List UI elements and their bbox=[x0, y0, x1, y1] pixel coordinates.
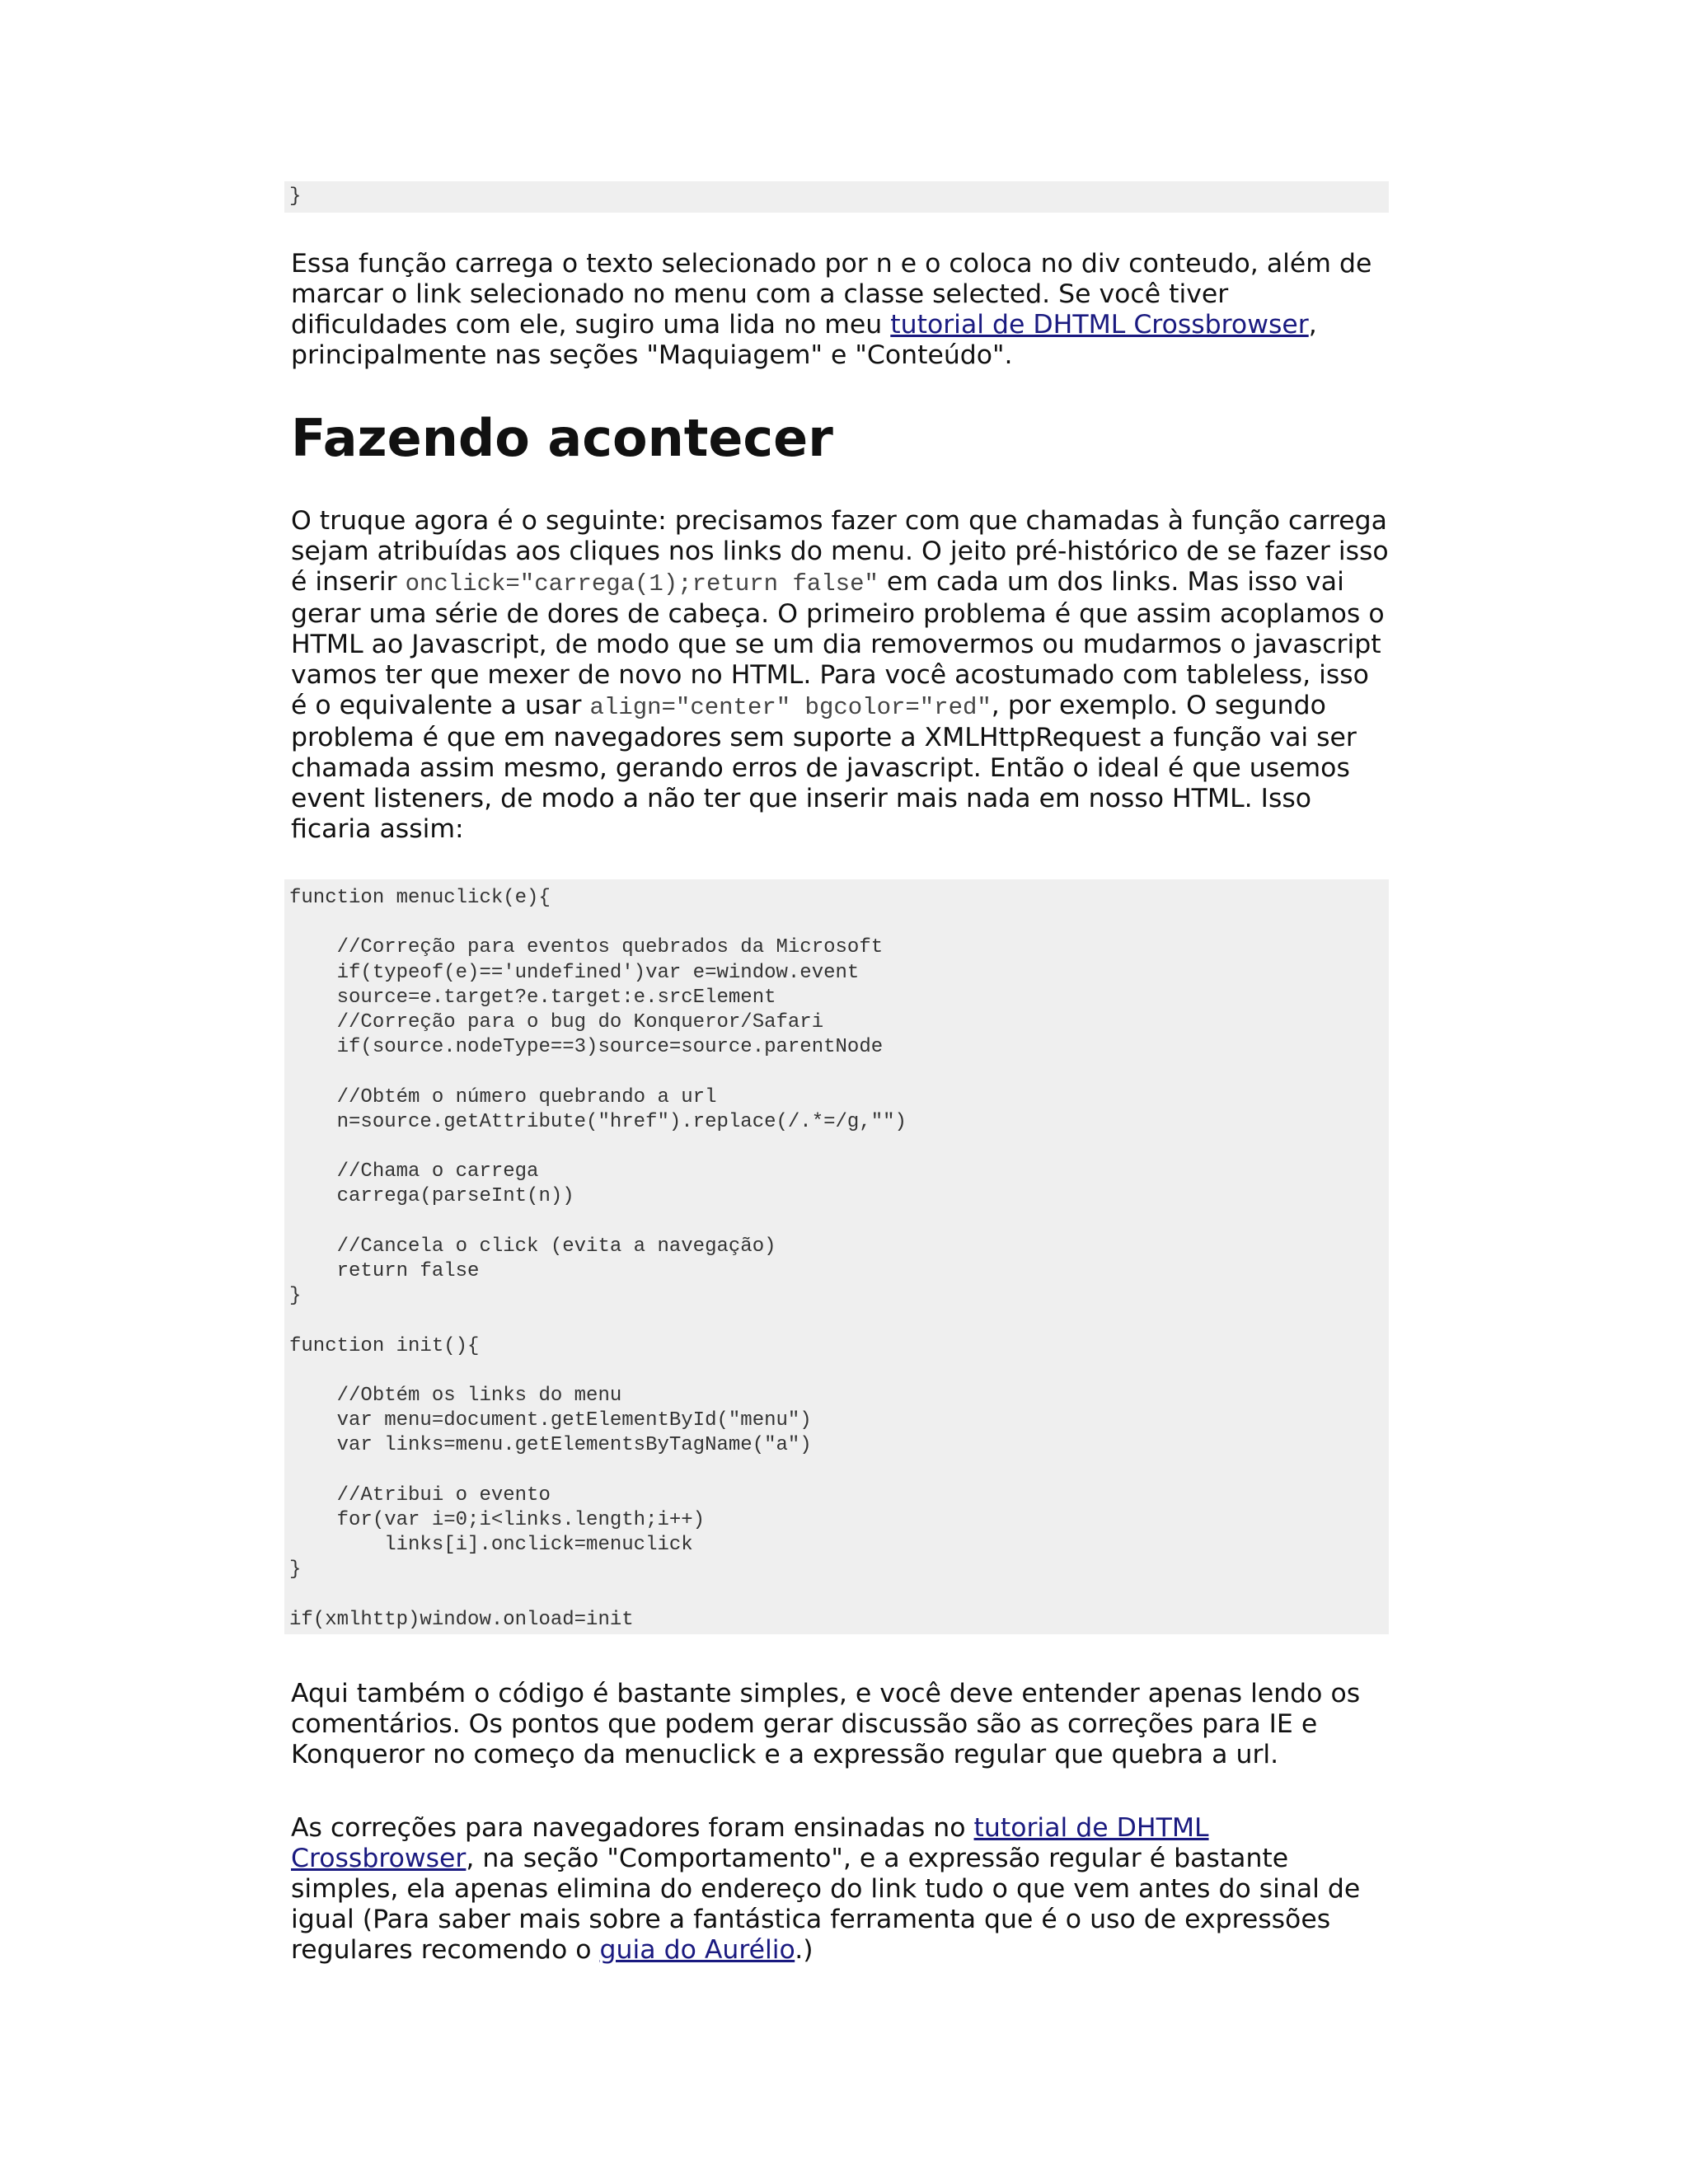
inline-code-align: align="center" bgcolor="red" bbox=[589, 694, 992, 721]
link-dhtml-tutorial[interactable]: tutorial de DHTML Crossbrowser bbox=[890, 310, 1309, 340]
paragraph-corrections bbox=[284, 1813, 1389, 1966]
paragraph-text: , principalmente nas seções "Maquiagem" e "Conteúdo". bbox=[291, 310, 1317, 370]
code-block-menuclick: function menuclick(e){ //Correção para eventos quebrados da Microsoft if(typeof(e)=='undefined')var e=window.event source=e.target?e.target:e.srcElement //Correção para o bug do Konqueror/Safari if(source.nodeType==3)source=source.parentNode //Obtém o número quebrando a url n=source.getAttribute("href").replace(/.*=/g,"") //Chama o carrega carrega(parseInt(n)) //Cancela o click (evita a navegação) return false } function init(){ //Obtém os links do menu var menu=document.getElementById("menu") var links=menu.getElementsByTagName("a") //Atribui o evento for(var i=0;i<links.length;i++) links[i].onclick=menuclick } if(xmlhttp)window.onload=init bbox=[284, 879, 1389, 1634]
paragraph-carrega-description bbox=[284, 249, 1389, 371]
paragraph-text: Essa função carrega o texto selecionado por n e o coloca no div conteudo, além de marcar o link selecionado no menu com a classe selected. Se você tiver dificuldades com ele, sugiro uma lida no meu bbox=[291, 249, 1372, 340]
paragraph-code-explanation: Aqui também o código é bastante simples, e você deve entender apenas lendo os comentários. Os pontos que podem gerar discussão são as correções para IE e Konqueror no começo da menuclick e a expressão regular que quebra a url. bbox=[291, 1679, 1361, 1770]
paragraph-text: , por exemplo. O segundo problema é que em navegadores sem suporte a XMLHttpRequest a função vai ser chamada assim mesmo, gerando erros de javascript. Então o ideal é que usemos event listeners, de modo a não ter que inserir mais nada em nosso HTML. Isso ficaria assim: bbox=[291, 691, 1357, 844]
paragraph-event-listeners bbox=[284, 506, 1389, 845]
section-heading: Fazendo acontecer bbox=[291, 408, 833, 468]
paragraph-text: .) bbox=[795, 1935, 814, 1966]
inline-code-onclick: onclick="carrega(1);return false" bbox=[405, 570, 879, 598]
paragraph-text: em cada um dos links. Mas isso vai gerar uma série de dores de cabeça. O primeiro problema é que assim acoplamos o HTML ao Javascript, de modo que se um dia removermos ou mudarmos o javascript vamos ter que mexer de novo no HTML. Para você acostumado com tableless, isso é o equivalente a usar bbox=[291, 567, 1385, 720]
paragraph-text: As correções para navegadores foram ensinadas no bbox=[291, 1813, 974, 1844]
code-block-end: } bbox=[284, 181, 1389, 213]
paragraph-text: , na seção "Comportamento", e a expressão regular é bastante simples, ela apenas elimina do endereço do link tudo o que vem antes do sinal de igual (Para saber mais sobre a fantástica ferramenta que é o uso de expressões regulares recomendo o bbox=[291, 1844, 1361, 1966]
paragraph-text: O truque agora é o seguinte: precisamos fazer com que chamadas à função carrega sejam atribuídas aos cliques nos links do menu. O jeito pré-histórico de se fazer isso é inserir bbox=[291, 506, 1389, 597]
link-guia-aurelio[interactable]: guia do Aurélio bbox=[599, 1935, 795, 1966]
document-page bbox=[284, 181, 1389, 1966]
link-dhtml-tutorial[interactable]: tutorial de DHTML Crossbrowser bbox=[291, 1813, 1209, 1874]
